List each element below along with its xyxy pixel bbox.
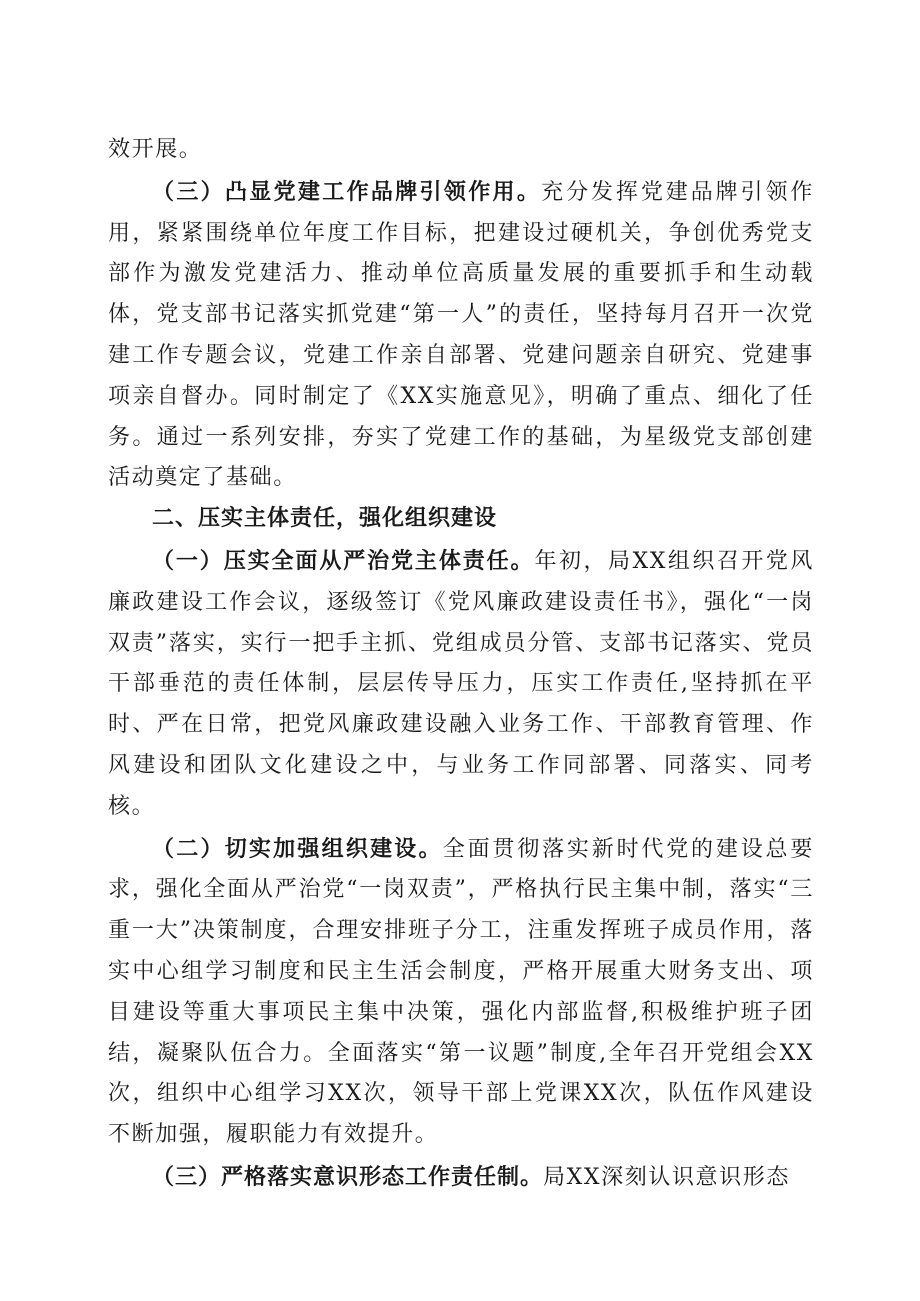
paragraph-continuation — [108, 130, 814, 171]
paragraph-brand-leadership — [108, 173, 814, 499]
paragraph-text: 局XX深刻认识意识形态 — [543, 1164, 790, 1190]
paragraph-main-responsibility — [108, 542, 814, 828]
paragraph-text: 充分发挥党建品牌引领作用，紧紧围绕单位年度工作目标，把建设过硬机关，争创优秀党支部作为激发党建活力、推动单位高质量发展的重要抓手和生动载体，党支部书记落实抓党建“第一人”的责任，坚持每月召开一次党建工作专题会议，党建工作亲自部署、党建问题亲自研究、党建事项亲自督办。同时制定了《XX实施意见》，明确了重点、细化了任务。通过一系列安排，夯实了党建工作的基础，为星级党支部创建活动奠定了基础。 — [108, 179, 814, 491]
paragraph-text: 年初，局XX组织召开党风廉政建设工作会议，逐级签订《党风廉政建设责任书》，强化“一岗双责”落实，实行一把手主抓、党组成员分管、支部书记落实、党员干部垂范的责任体制，层层传导压力，压实工作责任,坚持抓在平时、严在日常，把党风廉政建设融入业务工作、干部教育管理、作风建设和团队文化建设之中，与业务工作同部署、同落实、同考核。 — [108, 548, 814, 819]
paragraph-lead: （三）凸显党建工作品牌引领作用。 — [152, 179, 542, 205]
paragraph-ideology-responsibility — [108, 1158, 814, 1199]
paragraph-text: 全面贯彻落实新时代党的建设总要求，强化全面从严治党“一岗双责”，严格执行民主集中制，落实“三重一大”决策制度，合理安排班子分工，注重发挥班子成员作用，落实中心组学习制度和民主生活会制度，严格开展重大财务支出、项目建设等重大事项民主集中决策，强化内部监督,积极维护班子团结，凝聚队伍合力。全面落实“第一议题”制度,全年召开党组会XX次，组织中心组学习XX次，领导干部上党课XX次，队伍作风建设不断加强，履职能力有效提升。 — [108, 836, 814, 1148]
document-body — [108, 130, 814, 1199]
paragraph-text: 效开展。 — [108, 137, 203, 162]
section-heading: 二、压实主体责任，强化组织建设 — [152, 506, 498, 532]
paragraph-lead: （一）压实全面从严治党主体责任。 — [152, 548, 535, 574]
paragraph-organization-building — [108, 830, 814, 1156]
paragraph-lead: （三）严格落实意识形态工作责任制。 — [152, 1164, 544, 1190]
paragraph-lead: （二）切实加强组织建设。 — [152, 836, 443, 862]
